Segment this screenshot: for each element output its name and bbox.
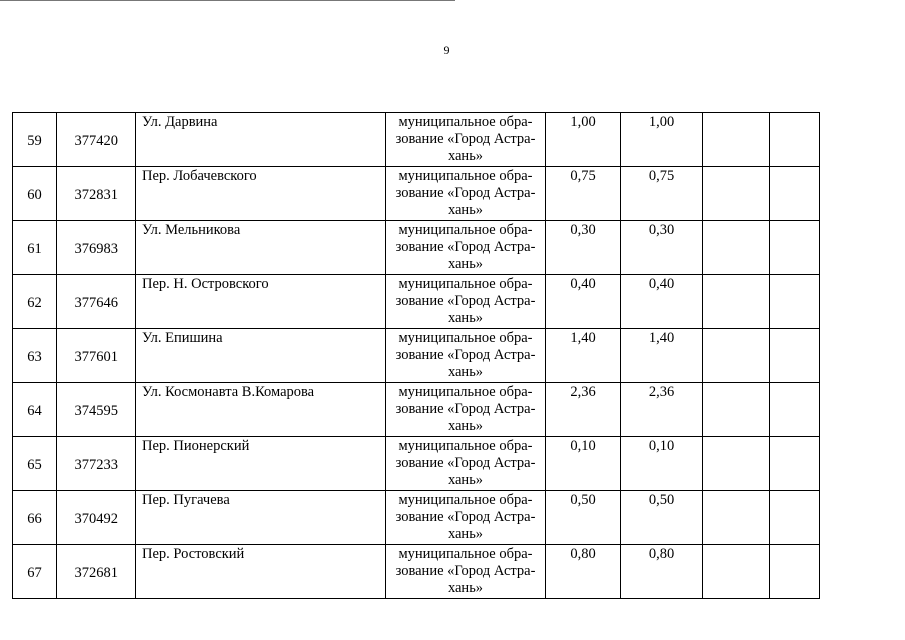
top-rule <box>0 0 455 1</box>
empty-cell <box>703 545 770 599</box>
owner-line: хань» <box>447 472 484 488</box>
length-total: 0,30 <box>546 221 621 275</box>
row-number: 67 <box>13 545 57 599</box>
road-code: 374595 <box>57 383 136 437</box>
road-code: 370492 <box>57 491 136 545</box>
length-total: 0,50 <box>546 491 621 545</box>
road-code: 376983 <box>57 221 136 275</box>
owner-line: муниципальное обра- <box>398 546 533 562</box>
owner-cell <box>386 167 546 221</box>
road-code: 377233 <box>57 437 136 491</box>
page-number: 9 <box>443 43 450 57</box>
owner-line: хань» <box>447 256 484 272</box>
length-surface: 0,30 <box>621 221 703 275</box>
owner-line: зование «Город Астра- <box>395 509 536 525</box>
owner-line: муниципальное обра- <box>398 168 533 184</box>
table-row <box>13 221 820 275</box>
length-total: 0,10 <box>546 437 621 491</box>
owner-line: хань» <box>447 418 484 434</box>
row-number: 61 <box>13 221 57 275</box>
road-code: 377646 <box>57 275 136 329</box>
empty-cell <box>770 221 820 275</box>
empty-cell <box>703 437 770 491</box>
empty-cell <box>770 329 820 383</box>
road-name: Пер. Пионерский <box>136 437 386 491</box>
row-number: 60 <box>13 167 57 221</box>
owner-cell <box>386 437 546 491</box>
owner-line: муниципальное обра- <box>398 222 533 238</box>
table-row <box>13 275 820 329</box>
owner-line: зование «Город Астра- <box>395 185 536 201</box>
owner-cell <box>386 545 546 599</box>
owner-line: зование «Город Астра- <box>395 347 536 363</box>
length-total: 0,40 <box>546 275 621 329</box>
empty-cell <box>770 491 820 545</box>
owner-line: хань» <box>447 526 484 542</box>
owner-cell <box>386 383 546 437</box>
empty-cell <box>770 275 820 329</box>
road-name: Ул. Мельникова <box>136 221 386 275</box>
table-row <box>13 545 820 599</box>
owner-line: хань» <box>447 310 484 326</box>
owner-line: хань» <box>447 580 484 596</box>
owner-cell <box>386 275 546 329</box>
empty-cell <box>770 383 820 437</box>
table-row <box>13 491 820 545</box>
empty-cell <box>770 545 820 599</box>
owner-cell <box>386 491 546 545</box>
owner-line: муниципальное обра- <box>398 114 533 130</box>
length-surface: 1,40 <box>621 329 703 383</box>
owner-line: зование «Город Астра- <box>395 563 536 579</box>
row-number: 65 <box>13 437 57 491</box>
length-surface: 0,80 <box>621 545 703 599</box>
road-name: Пер. Ростовский <box>136 545 386 599</box>
owner-cell <box>386 113 546 167</box>
owner-line: муниципальное обра- <box>398 384 533 400</box>
owner-line: зование «Город Астра- <box>395 293 536 309</box>
length-total: 0,80 <box>546 545 621 599</box>
owner-line: хань» <box>447 202 484 218</box>
empty-cell <box>703 113 770 167</box>
road-code: 377420 <box>57 113 136 167</box>
table-row <box>13 383 820 437</box>
length-total: 1,40 <box>546 329 621 383</box>
row-number: 62 <box>13 275 57 329</box>
empty-cell <box>703 329 770 383</box>
roads-table <box>12 112 820 599</box>
owner-line: зование «Город Астра- <box>395 239 536 255</box>
owner-line: зование «Город Астра- <box>395 131 536 147</box>
length-surface: 1,00 <box>621 113 703 167</box>
road-name: Ул. Дарвина <box>136 113 386 167</box>
row-number: 59 <box>13 113 57 167</box>
length-surface: 0,50 <box>621 491 703 545</box>
row-number: 64 <box>13 383 57 437</box>
road-name: Пер. Н. Островского <box>136 275 386 329</box>
road-code: 377601 <box>57 329 136 383</box>
owner-line: хань» <box>447 364 484 380</box>
empty-cell <box>770 437 820 491</box>
length-surface: 2,36 <box>621 383 703 437</box>
road-name: Ул. Космонавта В.Комарова <box>136 383 386 437</box>
length-total: 1,00 <box>546 113 621 167</box>
table-body <box>13 113 820 599</box>
empty-cell <box>770 113 820 167</box>
table-row <box>13 167 820 221</box>
owner-line: муниципальное обра- <box>398 330 533 346</box>
road-name: Ул. Епишина <box>136 329 386 383</box>
empty-cell <box>703 275 770 329</box>
length-surface: 0,10 <box>621 437 703 491</box>
length-total: 2,36 <box>546 383 621 437</box>
row-number: 66 <box>13 491 57 545</box>
length-total: 0,75 <box>546 167 621 221</box>
owner-line: зование «Город Астра- <box>395 401 536 417</box>
road-code: 372831 <box>57 167 136 221</box>
table-row <box>13 329 820 383</box>
owner-cell <box>386 329 546 383</box>
owner-line: муниципальное обра- <box>398 492 533 508</box>
empty-cell <box>703 383 770 437</box>
row-number: 63 <box>13 329 57 383</box>
table-row <box>13 437 820 491</box>
owner-cell <box>386 221 546 275</box>
empty-cell <box>770 167 820 221</box>
empty-cell <box>703 491 770 545</box>
length-surface: 0,75 <box>621 167 703 221</box>
empty-cell <box>703 167 770 221</box>
owner-line: муниципальное обра- <box>398 276 533 292</box>
length-surface: 0,40 <box>621 275 703 329</box>
road-name: Пер. Лобачевского <box>136 167 386 221</box>
table-row <box>13 113 820 167</box>
road-code: 372681 <box>57 545 136 599</box>
owner-line: зование «Город Астра- <box>395 455 536 471</box>
empty-cell <box>703 221 770 275</box>
road-name: Пер. Пугачева <box>136 491 386 545</box>
owner-line: хань» <box>447 148 484 164</box>
owner-line: муниципальное обра- <box>398 438 533 454</box>
